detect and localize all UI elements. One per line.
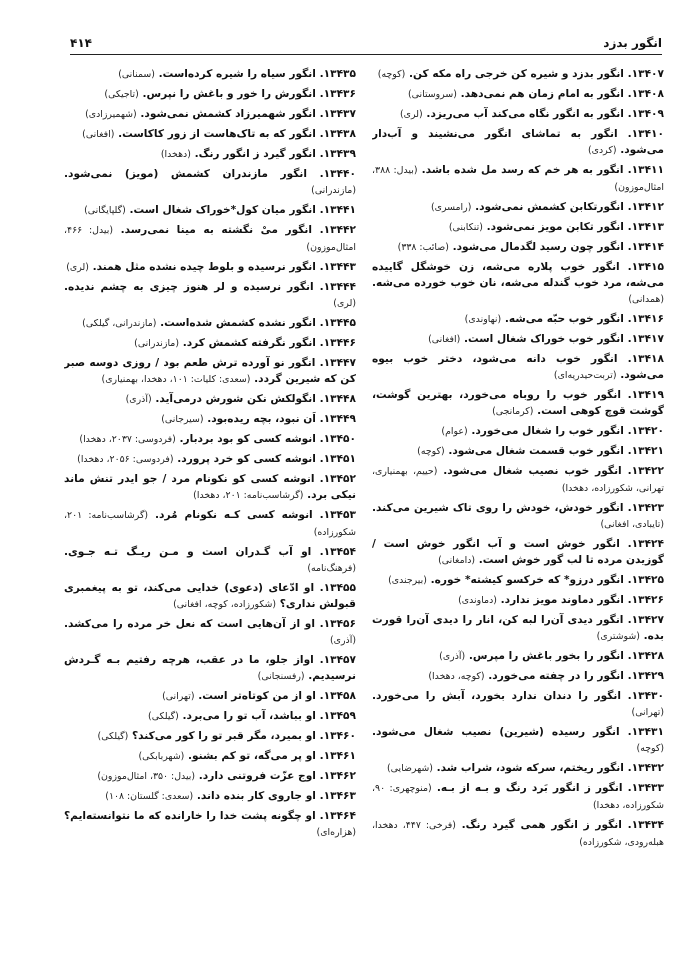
source-reference: ( فرهنگ‌نامه ): [307, 563, 356, 574]
source-reference: ( تنکابنی ): [449, 222, 483, 233]
source-reference: ( آذری ): [126, 394, 152, 405]
proverb-text: اَن نبود، بچه ریده‌بود.: [207, 413, 316, 425]
proverb-entry: [64, 768, 356, 785]
proverb-entry: [64, 86, 356, 103]
entry-number: ۱۳۴۶۴.: [319, 810, 356, 822]
entry-number: ۱۳۴۱۴.: [627, 241, 664, 253]
left-column: [64, 66, 356, 966]
proverb-entry: [372, 760, 664, 777]
proverb-entry: [372, 351, 664, 384]
entry-number: ۱۳۴۲۲.: [627, 465, 664, 477]
proverb-entry: [64, 66, 356, 83]
proverb-entry: [372, 688, 664, 721]
page-header: [70, 28, 662, 55]
entry-number: ۱۳۴۳۶.: [319, 88, 356, 100]
entry-number: ۱۳۴۵۰.: [319, 433, 356, 445]
proverb-text: او آب گـدران است و مـن ریـگ تـه جـوی.: [64, 546, 312, 558]
source-reference: ( بیدل: ۴۶۶، امثال‌موزون ): [64, 225, 356, 253]
proverb-text: انگولکش نکن شورش درمی‌آید.: [155, 393, 316, 405]
entry-number: ۱۳۴۴۵.: [319, 317, 356, 329]
entry-number: ۱۳۴۴۲.: [319, 224, 356, 236]
proverb-entry: [372, 463, 664, 497]
source-reference: ( سعدی: گلستان: ۱۰۸ ): [105, 791, 193, 802]
entry-number: ۱۳۴۲۷.: [627, 614, 664, 626]
entry-number: ۱۳۴۰۸.: [627, 88, 664, 100]
proverb-text: انگور که به تاک‌هاست از زور کاکاست.: [118, 128, 316, 140]
proverb-entry: [372, 724, 664, 757]
proverb-entry: [64, 451, 356, 468]
entry-number: ۱۳۴۶۱.: [319, 750, 356, 762]
source-reference: ( دامغانی ): [438, 555, 475, 566]
proverb-entry: [372, 387, 664, 420]
source-reference: ( کوچه ): [378, 69, 405, 80]
proverb-text: انگور را دندان ندارد بخورد، آبش را می‌خورد.: [372, 690, 622, 702]
proverb-entry: [64, 652, 356, 685]
proverb-entry: [372, 126, 664, 159]
source-reference: ( افغانی ): [428, 334, 460, 345]
proverb-text: او بباشد، آب تو را می‌برد.: [182, 710, 316, 722]
entry-number: ۱۳۴۱۸.: [627, 353, 664, 365]
source-reference: ( گرشاسب‌نامه: ۲۰۱، شکورزاده ): [64, 510, 356, 538]
proverb-entry: [372, 500, 664, 533]
source-reference: ( کردی ): [588, 145, 617, 156]
source-reference: ( گرشاسب‌نامه: ۲۰۱، دهخدا ): [193, 490, 303, 501]
source-reference: ( گیلکی ): [98, 731, 129, 742]
entry-number: ۱۳۴۵۵.: [319, 582, 356, 594]
source-reference: ( کوچه، دهخدا ): [428, 671, 484, 682]
entry-number: ۱۳۴۵۶.: [319, 618, 356, 630]
source-reference: ( فرخی: ۴۴۷، دهخدا، هبله‌رودی، شکورزاده ): [372, 820, 664, 848]
proverb-text: انوشه کسی کو نکونام مرد / جو ایدر تنش ماند نیکی برد.: [64, 473, 356, 501]
proverb-text: انگور به انگور نگاه می‌کند آب می‌ریزد.: [426, 108, 624, 120]
entry-number: ۱۳۴۲۶.: [627, 594, 664, 606]
proverb-entry: [64, 411, 356, 428]
proverb-text: انگور ریختم، سرکه شود، شراب شد.: [436, 762, 624, 774]
proverb-entry: [372, 648, 664, 665]
entry-number: ۱۳۴۲۱.: [627, 445, 664, 457]
proverb-text: او از آن‌هایی است که نعل خر مرده را می‌کشد.: [64, 618, 315, 630]
entry-number: ۱۳۴۴۸.: [319, 393, 356, 405]
proverb-text: انگورتکابن کشمش نمی‌شود.: [475, 201, 624, 213]
proverb-entry: [372, 592, 664, 609]
proverb-text: او از من کوتاه‌تر است.: [198, 690, 316, 702]
proverb-entry: [372, 817, 664, 851]
source-reference: ( مازندرانی ): [134, 338, 179, 349]
proverb-text: انگور نو آورده ترش طعم بود / روزی دوسه صبر کن که شیرین گردد.: [64, 357, 356, 385]
proverb-text: انگور ز انگور همی گیرد رنگ.: [461, 819, 622, 831]
proverb-text: او بمیرد، مگر قبر تو را کور می‌کند؟: [131, 730, 316, 742]
source-reference: ( آذری ): [439, 651, 465, 662]
proverb-text: انگور به تماشای انگور می‌نشیند و آب‌دار می‌شود.: [372, 128, 664, 156]
proverb-text: انگور را در چفته می‌خورد.: [488, 670, 624, 682]
proverb-entry: [64, 222, 356, 256]
proverb-entry: [64, 748, 356, 765]
proverb-entry: [64, 146, 356, 163]
source-reference: ( مازندرانی، گیلکی ): [82, 318, 156, 329]
proverb-text: انگور دماوند مویز ندارد.: [500, 594, 624, 606]
source-reference: ( شهمیرزادی ): [85, 109, 137, 120]
proverb-entry: [64, 431, 356, 448]
entry-number: ۱۳۴۶۲.: [319, 770, 356, 782]
proverb-entry: [372, 331, 664, 348]
entry-number: ۱۳۴۳۹.: [319, 148, 356, 160]
proverb-entry: [64, 391, 356, 408]
proverb-entry: [64, 788, 356, 805]
source-reference: ( کوچه ): [417, 446, 444, 457]
proverb-text: او چگونه پشت خدا را خارانده که ما نتوانسته‌ایم؟: [64, 810, 316, 822]
source-reference: ( بیرجندی ): [388, 575, 427, 586]
source-reference: ( صائب: ۳۳۸ ): [398, 242, 449, 253]
proverb-text: انگور گیرد ز انگور رنگ.: [194, 148, 316, 160]
entry-number: ۱۳۴۰۹.: [627, 108, 664, 120]
proverb-text: او ادّعای (دعوی) خدایی می‌کند، تو به پیغمبری قبولش نداری؟: [64, 582, 356, 610]
proverb-entry: [64, 616, 356, 649]
entry-number: ۱۳۴۲۵.: [627, 574, 664, 586]
proverb-text: انگور نرسیده و لر هنوز چیزی به چشم ندیده.: [64, 281, 314, 293]
entry-number: ۱۳۴۶۰.: [319, 730, 356, 742]
proverb-entry: [372, 162, 664, 196]
proverb-entry: [64, 355, 356, 388]
proverb-text: انگور ز انگور بَرد رنگ و بـه از بـه.: [436, 782, 623, 794]
proverb-text: انگور خوب حبّه می‌شه.: [504, 313, 624, 325]
proverb-entry: [372, 668, 664, 685]
entry-number: ۱۳۴۳۵.: [319, 68, 356, 80]
source-reference: ( سمنانی ): [118, 69, 155, 80]
entry-number: ۱۳۴۴۱.: [319, 204, 356, 216]
proverb-text: انگور خوب خوراک شغال است.: [464, 333, 624, 345]
proverb-entry: [64, 106, 356, 123]
proverb-text: انگور نگرفته کشمش کرد.: [182, 337, 316, 349]
proverb-entry: [64, 507, 356, 541]
proverb-entry: [372, 86, 664, 103]
entry-number: ۱۳۴۴۶.: [319, 337, 356, 349]
proverb-text: انگور خوب نصیب شغال می‌شود.: [443, 465, 622, 477]
source-reference: ( تاجیکی ): [104, 89, 138, 100]
proverb-entry: [64, 279, 356, 312]
entry-number: ۱۳۴۱۹.: [627, 389, 664, 401]
entry-number: ۱۳۴۲۳.: [627, 502, 664, 514]
entry-number: ۱۳۴۲۹.: [627, 670, 664, 682]
proverb-text: انگور میان کول*خوراک شغال است.: [129, 204, 316, 216]
proverb-text: انوشه کسی کـه نکونام مُرد.: [155, 509, 313, 521]
source-reference: ( تهرانی ): [162, 691, 194, 702]
source-reference: ( دماوندی ): [458, 595, 497, 606]
entry-number: ۱۳۴۱۶.: [627, 313, 664, 325]
entry-number: ۱۳۴۳۳.: [627, 782, 664, 794]
proverb-text: انگور نشده کشمش شده‌است.: [160, 317, 316, 329]
entry-number: ۱۳۴۱۷.: [627, 333, 664, 345]
entry-number: ۱۳۴۲۸.: [627, 650, 664, 662]
proverb-entry: [64, 166, 356, 199]
entry-number: ۱۳۴۳۱.: [627, 726, 664, 738]
source-reference: ( تایبادی، افغانی ): [600, 519, 664, 530]
proverb-text: انگور میْ نگشته به مینا نمی‌رسد.: [120, 224, 313, 236]
entry-number: ۱۳۴۳۷.: [319, 108, 356, 120]
entry-number: ۱۳۴۳۴.: [627, 819, 664, 831]
proverb-text: انگور به هر خم که رسد مل شده باشد.: [421, 164, 624, 176]
proverb-entry: [64, 688, 356, 705]
proverb-text: انگور خودش، خودش را روی تاک شیرین می‌کند.: [372, 502, 624, 514]
proverb-entry: [64, 808, 356, 841]
proverb-entry: [372, 219, 664, 236]
entry-number: ۱۳۴۱۳.: [627, 221, 664, 233]
source-reference: ( مازندرانی ): [311, 185, 356, 196]
proverb-text: انگور دیدی آن‌را لبه کن، انار را دیدی آن‌را قورت بده.: [372, 614, 664, 642]
source-reference: ( بیدل: ۳۸۸، امثال‌موزون ): [372, 165, 664, 193]
proverb-entry: [64, 708, 356, 725]
page-number: ۴۱۴: [70, 36, 92, 50]
proverb-entry: [372, 66, 664, 83]
proverb-entry: [372, 259, 664, 308]
proverb-entry: [372, 612, 664, 645]
entry-number: ۱۳۴۳۰.: [627, 690, 664, 702]
source-reference: ( منوچهری: ۹۰، شکورزاده، دهخدا ): [372, 783, 664, 811]
entry-number: ۱۳۴۵۸.: [319, 690, 356, 702]
entry-number: ۱۳۴۵۹.: [319, 710, 356, 722]
entry-number: ۱۳۴۴۰.: [319, 168, 356, 180]
entry-number: ۱۳۴۰۷.: [627, 68, 664, 80]
proverb-entry: [372, 780, 664, 814]
source-reference: ( هزاره‌ای ): [317, 827, 356, 838]
source-reference: ( گیلکی ): [148, 711, 179, 722]
proverb-text: او پر می‌گه، تو کم بشنو.: [187, 750, 316, 762]
source-reference: ( فردوسی: ۲۰۳۷، دهخدا ): [79, 434, 175, 445]
proverb-text: انگور خوب دانه می‌شود، دختر خوب بیوه می‌شود.: [372, 353, 664, 381]
proverb-entry: [64, 471, 356, 504]
source-reference: ( شهرضایی ): [387, 763, 433, 774]
proverb-entry: [372, 443, 664, 460]
source-reference: ( کوچه ): [637, 743, 664, 754]
source-reference: ( کرمانجی ): [492, 406, 533, 417]
proverb-entry: [372, 311, 664, 328]
proverb-entry: [372, 106, 664, 123]
source-reference: ( همدانی ): [628, 294, 664, 305]
entry-number: ۱۳۴۴۴.: [319, 281, 356, 293]
entry-number: ۱۳۴۵۱.: [319, 453, 356, 465]
proverb-text: انگور تکابن مویز نمی‌شود.: [486, 221, 624, 233]
entry-number: ۱۳۴۴۹.: [319, 413, 356, 425]
proverb-text: انگور بدزد و شیره کن خرجی راه مکه کن.: [408, 68, 624, 80]
proverb-text: اوج عزّت فروتنی دارد.: [198, 770, 316, 782]
entry-number: ۱۳۴۶۳.: [319, 790, 356, 802]
source-reference: ( فردوسی: ۲۰۵۶، دهخدا ): [77, 454, 173, 465]
source-reference: ( حییم، بهمنیاری، تهرانی، شکورزاده، دهخدا ): [372, 466, 664, 494]
source-reference: ( بیدل: ۳۵۰، امثال‌موزون ): [97, 771, 195, 782]
entry-number: ۱۳۴۳۲.: [627, 762, 664, 774]
entry-number: ۱۳۴۵۷.: [319, 654, 356, 666]
entry-number: ۱۳۴۱۵.: [627, 261, 664, 273]
entry-number: ۱۳۴۲۰.: [627, 425, 664, 437]
proverb-entry: [372, 239, 664, 256]
proverb-entry: [64, 728, 356, 745]
proverb-text: اواز جلو، ما در عقب، هرچه رفتیم بـه گـردش نرسیدیم.: [64, 654, 356, 682]
source-reference: ( عوام ): [441, 426, 467, 437]
proverb-text: انگورش را خور و باغش را نپرس.: [142, 88, 316, 100]
source-reference: ( دهخدا ): [161, 149, 191, 160]
source-reference: ( آذری ): [330, 635, 356, 646]
entry-number: ۱۳۴۴۳.: [319, 261, 356, 273]
proverb-entry: [64, 259, 356, 276]
proverb-text: انگور رسیده (شیرین) نصیب شغال می‌شود.: [372, 726, 620, 738]
proverb-text: انوشه کسی کو خرد پرورد.: [177, 453, 316, 465]
proverb-entry: [64, 315, 356, 332]
source-reference: ( تهرانی ): [632, 707, 664, 718]
proverb-entry: [64, 544, 356, 577]
source-reference: ( شکورزاده، کوچه، افغانی ): [173, 599, 276, 610]
entry-number: ۱۳۴۱۲.: [627, 201, 664, 213]
source-reference: ( تربت‌حیدریه‌ای ): [554, 370, 617, 381]
proverb-text: انگور به امام زمان هم نمی‌دهد.: [460, 88, 624, 100]
proverb-text: انگور نرسیده و بلوط چیده نشده مثل همند.: [92, 261, 316, 273]
proverb-entry: [372, 199, 664, 216]
proverb-entry: [372, 536, 664, 569]
proverb-entry: [64, 126, 356, 143]
source-reference: ( رامسری ): [431, 202, 471, 213]
source-reference: ( لری ): [66, 262, 89, 273]
entry-number: ۱۳۴۵۲.: [319, 473, 356, 485]
proverb-entry: [64, 580, 356, 613]
proverb-text: انگور شهمیرزاد کشمش نمی‌شود.: [140, 108, 316, 120]
proverb-text: انگور سیاه را شیره کرده‌است.: [158, 68, 316, 80]
entry-number: ۱۳۴۱۰.: [627, 128, 664, 140]
entry-number: ۱۳۴۴۷.: [319, 357, 356, 369]
source-reference: ( نهاوندی ): [465, 314, 502, 325]
proverb-text: انگور خوب قسمت شغال می‌شود.: [448, 445, 624, 457]
proverb-text: انگور را بخور باغش را مپرس.: [468, 650, 624, 662]
right-column: [372, 66, 664, 966]
proverb-text: او جاروی کار بنده داند.: [196, 790, 316, 802]
source-reference: ( لری ): [400, 109, 423, 120]
proverb-text: انگور خوب را روباه می‌خورد، بهترین گوشت، گوشت قوچ کوهی است.: [372, 389, 664, 417]
proverb-entry: [372, 572, 664, 589]
source-reference: ( سیرجانی ): [161, 414, 203, 425]
source-reference: ( رفسنجانی ): [258, 671, 305, 682]
proverb-text: انگور خوش است و آب انگور خوش است / گوزیدن مرده تا لب گور خوش است.: [372, 538, 664, 566]
entry-number: ۱۳۴۱۱.: [627, 164, 664, 176]
proverb-text: انگور درزو* که خرکسو کیشته* خوره.: [430, 574, 624, 586]
proverb-text: انگور چون رسید لگدمال می‌شود.: [452, 241, 624, 253]
entry-number: ۱۳۴۲۴.: [627, 538, 664, 550]
source-reference: ( شوشتری ): [597, 631, 640, 642]
source-reference: ( لری ): [333, 298, 356, 309]
running-title: انگور بدزد: [603, 36, 662, 50]
entry-number: ۱۳۴۳۸.: [319, 128, 356, 140]
proverb-text: انگور خوب پلاره می‌شه، زن خوشگل گاییده می‌شه، مرد خوب گندله می‌شه، نان خوب خورده می‌شه.: [372, 261, 664, 289]
proverb-entry: [64, 335, 356, 352]
proverb-entry: [372, 423, 664, 440]
entry-number: ۱۳۴۵۴.: [319, 546, 356, 558]
proverb-text: انگور مازندران کشمش (مویز) نمی‌شود.: [64, 168, 308, 180]
proverb-entry: [64, 202, 356, 219]
entry-number: ۱۳۴۵۳.: [319, 509, 356, 521]
source-reference: ( سروستانی ): [408, 89, 457, 100]
proverb-text: انگور خوب را شغال می‌خورد.: [471, 425, 624, 437]
source-reference: ( افغانی ): [82, 129, 114, 140]
proverb-text: انوشه کسی کو بود بردبار.: [179, 433, 316, 445]
source-reference: ( سعدی: کلیات: ۱۰۱، دهخدا، بهمنیاری ): [102, 374, 251, 385]
source-reference: ( شهربابکی ): [139, 751, 185, 762]
source-reference: ( گلپایگانی ): [84, 205, 126, 216]
